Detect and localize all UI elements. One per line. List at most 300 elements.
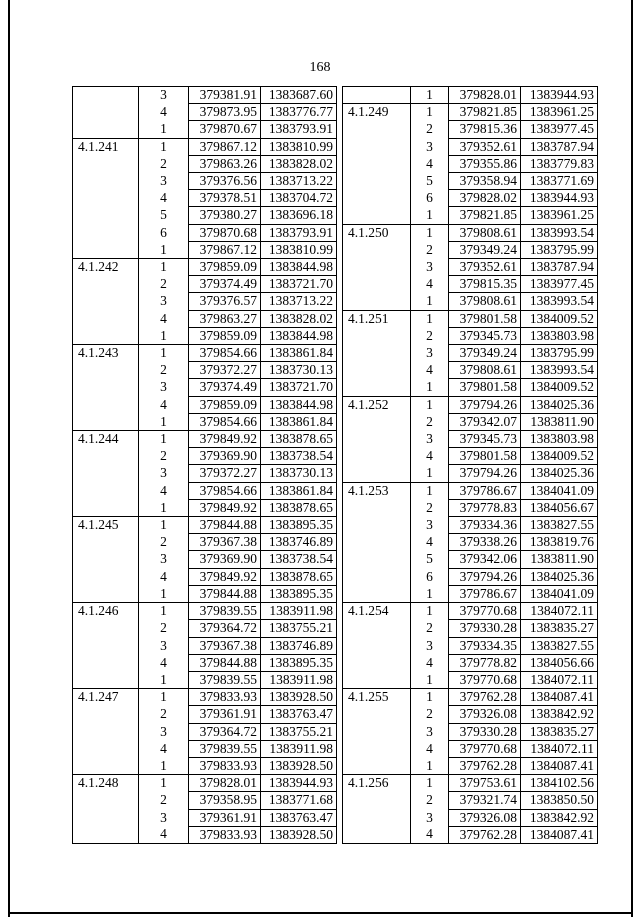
x-coordinate: 379326.08 (449, 706, 521, 723)
parcel-label (343, 87, 411, 104)
parcel-label: 4.1.246 (73, 603, 139, 689)
x-coordinate: 379828.01 (449, 87, 521, 104)
x-coordinate: 379326.08 (449, 809, 521, 826)
y-coordinate: 1383895.35 (261, 517, 337, 534)
y-coordinate: 1383993.54 (521, 224, 598, 241)
parcel-label: 4.1.250 (343, 224, 411, 310)
y-coordinate: 1384087.41 (521, 826, 598, 843)
point-number: 3 (411, 259, 449, 276)
y-coordinate: 1383993.54 (521, 293, 598, 310)
y-coordinate: 1383828.02 (261, 155, 337, 172)
x-coordinate: 379364.72 (189, 620, 261, 637)
y-coordinate: 1383755.21 (261, 620, 337, 637)
x-coordinate: 379355.86 (449, 155, 521, 172)
x-coordinate: 379376.56 (189, 173, 261, 190)
x-coordinate: 379361.91 (189, 706, 261, 723)
y-coordinate: 1384009.52 (521, 310, 598, 327)
x-coordinate: 379334.36 (449, 517, 521, 534)
y-coordinate: 1383771.69 (521, 173, 598, 190)
y-coordinate: 1383844.98 (261, 259, 337, 276)
x-coordinate: 379844.88 (189, 517, 261, 534)
y-coordinate: 1383776.77 (261, 104, 337, 121)
point-number: 5 (139, 207, 189, 224)
y-coordinate: 1384009.52 (521, 448, 598, 465)
y-coordinate: 1383977.45 (521, 121, 598, 138)
point-number: 1 (411, 757, 449, 774)
y-coordinate: 1383795.99 (521, 241, 598, 258)
y-coordinate: 1384072.11 (521, 671, 598, 688)
point-number: 1 (139, 431, 189, 448)
y-coordinate: 1383878.65 (261, 499, 337, 516)
y-coordinate: 1383827.55 (521, 517, 598, 534)
point-number: 2 (411, 121, 449, 138)
table-row (73, 689, 337, 706)
x-coordinate: 379753.61 (449, 775, 521, 792)
y-coordinate: 1383738.54 (261, 448, 337, 465)
point-number: 1 (139, 138, 189, 155)
y-coordinate: 1383713.22 (261, 293, 337, 310)
point-number: 1 (411, 104, 449, 121)
x-coordinate: 379867.12 (189, 138, 261, 155)
y-coordinate: 1383787.94 (521, 259, 598, 276)
x-coordinate: 379859.09 (189, 327, 261, 344)
y-coordinate: 1384087.41 (521, 689, 598, 706)
point-number: 4 (139, 104, 189, 121)
y-coordinate: 1383763.47 (261, 706, 337, 723)
point-number: 2 (411, 499, 449, 516)
point-number: 2 (411, 792, 449, 809)
table-row (343, 104, 598, 121)
point-number: 1 (411, 671, 449, 688)
point-number: 2 (139, 620, 189, 637)
point-number: 2 (411, 413, 449, 430)
y-coordinate: 1383977.45 (521, 276, 598, 293)
x-coordinate: 379374.49 (189, 379, 261, 396)
point-number: 4 (411, 740, 449, 757)
point-number: 1 (411, 689, 449, 706)
x-coordinate: 379870.67 (189, 121, 261, 138)
point-number: 3 (411, 637, 449, 654)
x-coordinate: 379778.83 (449, 499, 521, 516)
y-coordinate: 1383850.50 (521, 792, 598, 809)
point-number: 1 (139, 775, 189, 792)
x-coordinate: 379828.01 (189, 775, 261, 792)
y-coordinate: 1383911.98 (261, 740, 337, 757)
parcel-label: 4.1.242 (73, 259, 139, 345)
x-coordinate: 379372.27 (189, 465, 261, 482)
x-coordinate: 379369.90 (189, 551, 261, 568)
point-number: 1 (411, 396, 449, 413)
x-coordinate: 379778.82 (449, 654, 521, 671)
page-number: 168 (309, 60, 331, 75)
y-coordinate: 1384072.11 (521, 603, 598, 620)
x-coordinate: 379330.28 (449, 620, 521, 637)
point-number: 1 (139, 585, 189, 602)
x-coordinate: 379376.57 (189, 293, 261, 310)
y-coordinate: 1383738.54 (261, 551, 337, 568)
x-coordinate: 379380.27 (189, 207, 261, 224)
parcel-label (73, 87, 139, 139)
y-coordinate: 1383835.27 (521, 620, 598, 637)
x-coordinate: 379367.38 (189, 637, 261, 654)
x-coordinate: 379801.58 (449, 310, 521, 327)
x-coordinate: 379854.66 (189, 482, 261, 499)
y-coordinate: 1383771.68 (261, 792, 337, 809)
table-row (343, 396, 598, 413)
table-row (73, 517, 337, 534)
point-number: 2 (139, 362, 189, 379)
point-number: 3 (139, 637, 189, 654)
point-number: 1 (139, 259, 189, 276)
x-coordinate: 379352.61 (449, 259, 521, 276)
y-coordinate: 1383895.35 (261, 654, 337, 671)
table-row (343, 310, 598, 327)
x-coordinate: 379770.68 (449, 671, 521, 688)
point-number: 1 (139, 241, 189, 258)
x-coordinate: 379381.91 (189, 87, 261, 104)
x-coordinate: 379821.85 (449, 104, 521, 121)
y-coordinate: 1383827.55 (521, 637, 598, 654)
table-row (73, 87, 337, 104)
point-number: 1 (411, 224, 449, 241)
x-coordinate: 379833.93 (189, 689, 261, 706)
point-number: 1 (411, 310, 449, 327)
point-number: 2 (139, 706, 189, 723)
point-number: 1 (411, 465, 449, 482)
x-coordinate: 379338.26 (449, 534, 521, 551)
x-coordinate: 379369.90 (189, 448, 261, 465)
y-coordinate: 1383861.84 (261, 345, 337, 362)
scan-edge-left (8, 0, 10, 917)
point-number: 1 (139, 345, 189, 362)
point-number: 2 (139, 792, 189, 809)
point-number: 3 (139, 173, 189, 190)
point-number: 1 (139, 517, 189, 534)
point-number: 2 (411, 327, 449, 344)
parcel-label: 4.1.245 (73, 517, 139, 603)
point-number: 1 (411, 207, 449, 224)
x-coordinate: 379352.61 (449, 138, 521, 155)
y-coordinate: 1383844.98 (261, 396, 337, 413)
table-row (343, 224, 598, 241)
y-coordinate: 1383793.91 (261, 121, 337, 138)
y-coordinate: 1383911.98 (261, 671, 337, 688)
point-number: 4 (411, 534, 449, 551)
x-coordinate: 379794.26 (449, 568, 521, 585)
point-number: 1 (139, 121, 189, 138)
parcel-label: 4.1.256 (343, 775, 411, 844)
x-coordinate: 379794.26 (449, 396, 521, 413)
y-coordinate: 1384056.66 (521, 654, 598, 671)
x-coordinate: 379361.91 (189, 809, 261, 826)
x-coordinate: 379844.88 (189, 585, 261, 602)
point-number: 1 (139, 689, 189, 706)
point-number: 3 (411, 138, 449, 155)
point-number: 4 (139, 396, 189, 413)
parcel-label: 4.1.251 (343, 310, 411, 396)
y-coordinate: 1383763.47 (261, 809, 337, 826)
point-number: 2 (139, 534, 189, 551)
x-coordinate: 379367.38 (189, 534, 261, 551)
x-coordinate: 379849.92 (189, 499, 261, 516)
x-coordinate: 379786.67 (449, 585, 521, 602)
parcel-label: 4.1.244 (73, 431, 139, 517)
y-coordinate: 1383811.90 (521, 551, 598, 568)
point-number: 3 (139, 87, 189, 104)
y-coordinate: 1383861.84 (261, 482, 337, 499)
y-coordinate: 1383696.18 (261, 207, 337, 224)
x-coordinate: 379867.12 (189, 241, 261, 258)
y-coordinate: 1383704.72 (261, 190, 337, 207)
point-number: 3 (139, 379, 189, 396)
point-number: 1 (411, 482, 449, 499)
y-coordinate: 1383895.35 (261, 585, 337, 602)
x-coordinate: 379833.93 (189, 757, 261, 774)
point-number: 2 (411, 620, 449, 637)
y-coordinate: 1383861.84 (261, 413, 337, 430)
point-number: 1 (139, 499, 189, 516)
y-coordinate: 1383878.65 (261, 431, 337, 448)
point-number: 3 (139, 551, 189, 568)
x-coordinate: 379342.06 (449, 551, 521, 568)
x-coordinate: 379854.66 (189, 413, 261, 430)
point-number: 2 (411, 241, 449, 258)
y-coordinate: 1383819.76 (521, 534, 598, 551)
x-coordinate: 379870.68 (189, 224, 261, 241)
y-coordinate: 1383835.27 (521, 723, 598, 740)
point-number: 4 (411, 826, 449, 843)
y-coordinate: 1383993.54 (521, 362, 598, 379)
x-coordinate: 379863.26 (189, 155, 261, 172)
x-coordinate: 379808.61 (449, 224, 521, 241)
table-row (343, 775, 598, 792)
x-coordinate: 379372.27 (189, 362, 261, 379)
parcel-label: 4.1.255 (343, 689, 411, 775)
point-number: 6 (411, 190, 449, 207)
x-coordinate: 379801.58 (449, 448, 521, 465)
point-number: 5 (411, 173, 449, 190)
point-number: 1 (411, 603, 449, 620)
point-number: 4 (411, 362, 449, 379)
y-coordinate: 1383713.22 (261, 173, 337, 190)
point-number: 2 (139, 448, 189, 465)
x-coordinate: 379839.55 (189, 671, 261, 688)
table-row (73, 345, 337, 362)
point-number: 3 (139, 723, 189, 740)
y-coordinate: 1383928.50 (261, 757, 337, 774)
y-coordinate: 1383730.13 (261, 362, 337, 379)
point-number: 1 (411, 379, 449, 396)
y-coordinate: 1383961.25 (521, 207, 598, 224)
x-coordinate: 379854.66 (189, 345, 261, 362)
point-number: 1 (411, 87, 449, 104)
point-number: 1 (411, 775, 449, 792)
point-number: 1 (139, 757, 189, 774)
point-number: 6 (139, 224, 189, 241)
point-number: 4 (139, 740, 189, 757)
point-number: 4 (139, 190, 189, 207)
point-number: 1 (139, 671, 189, 688)
parcel-label: 4.1.241 (73, 138, 139, 258)
parcel-label: 4.1.249 (343, 104, 411, 224)
x-coordinate: 379833.93 (189, 826, 261, 843)
x-coordinate: 379808.61 (449, 362, 521, 379)
x-coordinate: 379808.61 (449, 293, 521, 310)
y-coordinate: 1383944.93 (521, 190, 598, 207)
point-number: 1 (411, 293, 449, 310)
y-coordinate: 1383842.92 (521, 809, 598, 826)
scan-edge-bottom (8, 912, 633, 914)
y-coordinate: 1383928.50 (261, 826, 337, 843)
point-number: 3 (411, 809, 449, 826)
point-number: 5 (411, 551, 449, 568)
y-coordinate: 1383779.83 (521, 155, 598, 172)
point-number: 3 (139, 465, 189, 482)
y-coordinate: 1383944.93 (521, 87, 598, 104)
point-number: 1 (139, 603, 189, 620)
y-coordinate: 1383810.99 (261, 241, 337, 258)
x-coordinate: 379849.92 (189, 568, 261, 585)
y-coordinate: 1383828.02 (261, 310, 337, 327)
y-coordinate: 1384102.56 (521, 775, 598, 792)
point-number: 3 (411, 431, 449, 448)
point-number: 2 (139, 155, 189, 172)
x-coordinate: 379839.55 (189, 603, 261, 620)
point-number: 3 (411, 517, 449, 534)
point-number: 4 (139, 568, 189, 585)
x-coordinate: 379349.24 (449, 345, 521, 362)
x-coordinate: 379794.26 (449, 465, 521, 482)
x-coordinate: 379358.95 (189, 792, 261, 809)
x-coordinate: 379330.28 (449, 723, 521, 740)
y-coordinate: 1383944.93 (261, 775, 337, 792)
point-number: 1 (139, 413, 189, 430)
x-coordinate: 379342.07 (449, 413, 521, 430)
y-coordinate: 1383842.92 (521, 706, 598, 723)
point-number: 6 (411, 568, 449, 585)
point-number: 4 (411, 448, 449, 465)
point-number: 1 (411, 585, 449, 602)
x-coordinate: 379801.58 (449, 379, 521, 396)
x-coordinate: 379378.51 (189, 190, 261, 207)
point-number: 4 (411, 276, 449, 293)
x-coordinate: 379821.85 (449, 207, 521, 224)
x-coordinate: 379828.02 (449, 190, 521, 207)
x-coordinate: 379321.74 (449, 792, 521, 809)
y-coordinate: 1383746.89 (261, 534, 337, 551)
x-coordinate: 379815.36 (449, 121, 521, 138)
y-coordinate: 1383961.25 (521, 104, 598, 121)
x-coordinate: 379770.68 (449, 740, 521, 757)
y-coordinate: 1383755.21 (261, 723, 337, 740)
y-coordinate: 1384041.09 (521, 585, 598, 602)
table-row (73, 603, 337, 620)
point-number: 2 (139, 276, 189, 293)
parcel-label: 4.1.254 (343, 603, 411, 689)
table-row (73, 775, 337, 792)
y-coordinate: 1384025.36 (521, 568, 598, 585)
point-number: 1 (139, 327, 189, 344)
y-coordinate: 1383795.99 (521, 345, 598, 362)
y-coordinate: 1384056.67 (521, 499, 598, 516)
x-coordinate: 379859.09 (189, 396, 261, 413)
table-row (73, 259, 337, 276)
point-number: 4 (411, 654, 449, 671)
y-coordinate: 1384025.36 (521, 465, 598, 482)
point-number: 4 (139, 310, 189, 327)
y-coordinate: 1383803.98 (521, 431, 598, 448)
x-coordinate: 379349.24 (449, 241, 521, 258)
table-row (73, 138, 337, 155)
point-number: 3 (411, 345, 449, 362)
x-coordinate: 379770.68 (449, 603, 521, 620)
x-coordinate: 379364.72 (189, 723, 261, 740)
y-coordinate: 1383746.89 (261, 637, 337, 654)
y-coordinate: 1383810.99 (261, 138, 337, 155)
point-number: 4 (411, 155, 449, 172)
x-coordinate: 379374.49 (189, 276, 261, 293)
table-row (73, 431, 337, 448)
parcel-label: 4.1.247 (73, 689, 139, 775)
scan-edge-right (631, 0, 633, 917)
x-coordinate: 379849.92 (189, 431, 261, 448)
parcel-label: 4.1.253 (343, 482, 411, 602)
coordinate-table-left (72, 86, 337, 844)
coordinate-table-right (342, 86, 598, 844)
x-coordinate: 379358.94 (449, 173, 521, 190)
y-coordinate: 1383811.90 (521, 413, 598, 430)
x-coordinate: 379815.35 (449, 276, 521, 293)
x-coordinate: 379762.28 (449, 826, 521, 843)
x-coordinate: 379863.27 (189, 310, 261, 327)
point-number: 3 (411, 723, 449, 740)
y-coordinate: 1383793.91 (261, 224, 337, 241)
x-coordinate: 379345.73 (449, 327, 521, 344)
x-coordinate: 379762.28 (449, 757, 521, 774)
point-number: 2 (411, 706, 449, 723)
point-number: 4 (139, 654, 189, 671)
x-coordinate: 379844.88 (189, 654, 261, 671)
table-row (343, 482, 598, 499)
point-number: 3 (139, 293, 189, 310)
table-row (343, 603, 598, 620)
y-coordinate: 1384087.41 (521, 757, 598, 774)
x-coordinate: 379786.67 (449, 482, 521, 499)
x-coordinate: 379762.28 (449, 689, 521, 706)
x-coordinate: 379839.55 (189, 740, 261, 757)
x-coordinate: 379873.95 (189, 104, 261, 121)
y-coordinate: 1384041.09 (521, 482, 598, 499)
y-coordinate: 1383687.60 (261, 87, 337, 104)
y-coordinate: 1383928.50 (261, 689, 337, 706)
y-coordinate: 1383721.70 (261, 276, 337, 293)
y-coordinate: 1384009.52 (521, 379, 598, 396)
x-coordinate: 379345.73 (449, 431, 521, 448)
y-coordinate: 1383803.98 (521, 327, 598, 344)
y-coordinate: 1384025.36 (521, 396, 598, 413)
y-coordinate: 1383911.98 (261, 603, 337, 620)
x-coordinate: 379334.35 (449, 637, 521, 654)
x-coordinate: 379859.09 (189, 259, 261, 276)
y-coordinate: 1383787.94 (521, 138, 598, 155)
point-number: 3 (139, 809, 189, 826)
y-coordinate: 1383730.13 (261, 465, 337, 482)
table-row (343, 87, 598, 104)
parcel-label: 4.1.248 (73, 775, 139, 844)
parcel-label: 4.1.252 (343, 396, 411, 482)
y-coordinate: 1383878.65 (261, 568, 337, 585)
y-coordinate: 1383844.98 (261, 327, 337, 344)
